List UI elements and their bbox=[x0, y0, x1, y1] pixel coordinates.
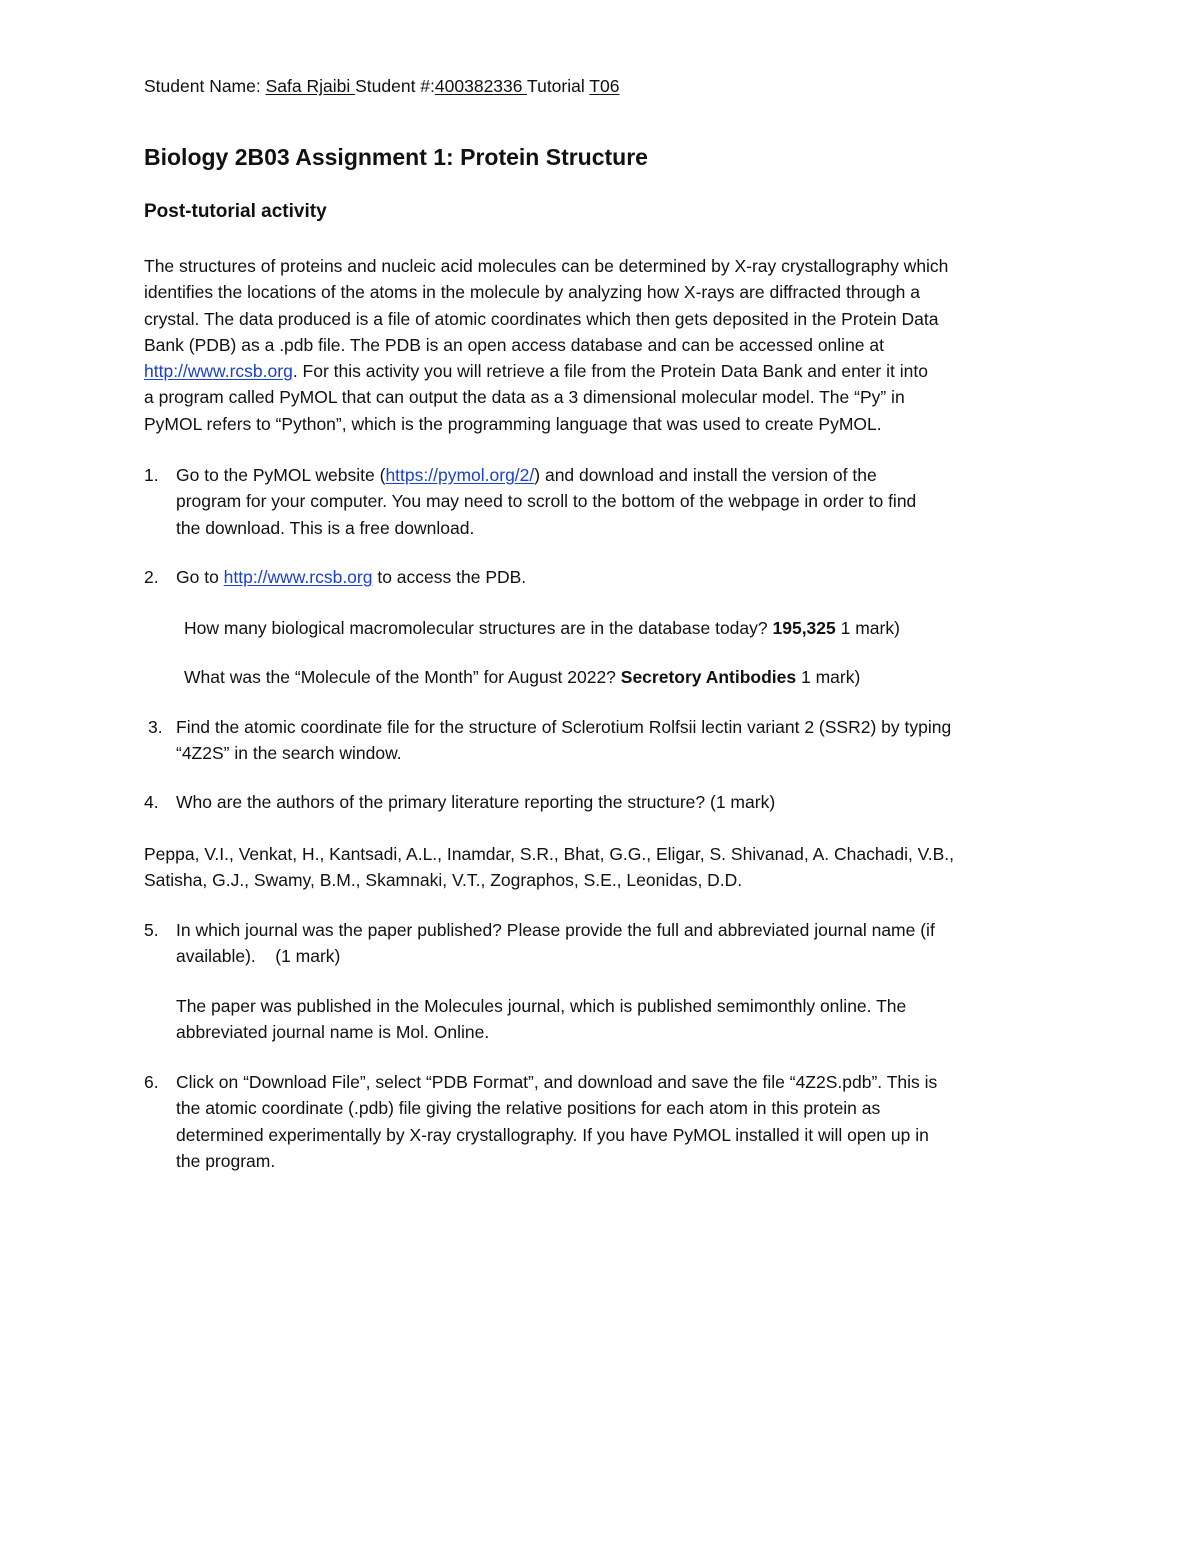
item-line: Find the atomic coordinate file for the structure of Sclerotium Rolfsii lectin variant 2 (SSR2) by typing bbox=[176, 717, 952, 737]
item-text: Go to bbox=[176, 567, 224, 587]
list-number: 5. bbox=[144, 920, 159, 940]
item-line bbox=[176, 462, 916, 488]
intro-line: The structures of proteins and nucleic acid molecules can be determined by X-ray crystallography which bbox=[144, 256, 949, 276]
tutorial-label: Tutorial bbox=[527, 76, 590, 96]
question-text: How many biological macromolecular structures are in the database today? bbox=[184, 618, 773, 638]
student-info-line bbox=[144, 73, 619, 99]
mark-text: 1 mark) bbox=[796, 667, 861, 687]
answer-value: Secretory Antibodies bbox=[620, 667, 797, 687]
answer-line: Peppa, V.I., Venkat, H., Kantsadi, A.L., Inamdar, S.R., Bhat, G.G., Eligar, S. Shivanad, A. Chachadi, V.B., bbox=[144, 844, 955, 864]
item-line: the atomic coordinate (.pdb) file giving the relative positions for each atom in this protein as bbox=[176, 1098, 881, 1119]
pymol-link[interactable]: https://pymol.org/2/ bbox=[385, 465, 535, 485]
question-structures-count bbox=[184, 615, 900, 641]
intro-line: PyMOL refers to “Python”, which is the programming language that was used to create PyMOL. bbox=[144, 413, 882, 434]
item-line: In which journal was the paper published? Please provide the full and abbreviated journal name (if bbox=[176, 920, 935, 940]
student-number-label: Student #: bbox=[355, 76, 435, 96]
list-number: 4. bbox=[144, 792, 159, 812]
list-number: 3. bbox=[148, 717, 163, 737]
rcsb-link[interactable]: http://www.rcsb.org bbox=[223, 567, 373, 587]
mark-text: 1 mark) bbox=[835, 618, 900, 638]
item-line: program for your computer. You may need to scroll to the bottom of the webpage in order to find bbox=[176, 491, 917, 512]
answer-value: 195,325 bbox=[772, 618, 836, 638]
item-line: “4Z2S” in the search window. bbox=[176, 743, 402, 764]
intro-line: crystal. The data produced is a file of atomic coordinates which then gets deposited in the Protein Data bbox=[144, 308, 939, 329]
item-line: the program. bbox=[176, 1150, 276, 1171]
intro-line: identifies the locations of the atoms in the molecule by analyzing how X-rays are diffracted through a bbox=[144, 282, 920, 303]
list-number: 6. bbox=[144, 1072, 159, 1092]
authors-answer bbox=[144, 841, 954, 894]
question-text: What was the “Molecule of the Month” for August 2022? bbox=[184, 667, 621, 687]
list-number: 2. bbox=[144, 567, 159, 587]
answer-line: Satisha, G.J., Swamy, B.M., Skamnaki, V.T., Zographos, S.E., Leonidas, D.D. bbox=[144, 870, 743, 891]
intro-line: Bank (PDB) as a .pdb file. The PDB is an open access database and can be accessed online at bbox=[144, 334, 884, 355]
rcsb-link[interactable]: http://www.rcsb.org bbox=[144, 361, 293, 382]
item-line: available). (1 mark) bbox=[176, 946, 341, 967]
answer-line: The paper was published in the Molecules journal, which is published semimonthly online. The bbox=[176, 996, 907, 1016]
student-number-value: 400382336 bbox=[434, 76, 528, 96]
intro-line: a program called PyMOL that can output the data as a 3 dimensional molecular model. The “Py” in bbox=[144, 387, 905, 408]
intro-line-text: . For this activity you will retrieve a file from the Protein Data Bank and enter it into bbox=[292, 361, 928, 382]
item-text: to access the PDB. bbox=[372, 567, 527, 587]
tutorial-value: T06 bbox=[589, 76, 620, 96]
item-line: Click on “Download File”, select “PDB Format”, and download and save the file “4Z2S.pdb”. This is bbox=[176, 1072, 938, 1092]
intro-paragraph bbox=[144, 253, 948, 437]
list-number: 1. bbox=[144, 465, 159, 485]
page-title: Biology 2B03 Assignment 1: Protein Structure bbox=[144, 144, 648, 170]
item-text: Go to the PyMOL website ( bbox=[176, 465, 386, 485]
item-line: the download. This is a free download. bbox=[176, 517, 475, 538]
item-line: Who are the authors of the primary literature reporting the structure? (1 mark) bbox=[176, 792, 776, 812]
student-name-label: Student Name: bbox=[144, 76, 266, 96]
question-molecule-of-month bbox=[184, 664, 860, 690]
intro-line bbox=[144, 358, 948, 384]
item-line: determined experimentally by X-ray crystallography. If you have PyMOL installed it will open up in bbox=[176, 1124, 929, 1145]
item-text: ) and download and install the version of the bbox=[534, 465, 877, 485]
student-name-value: Safa Rjaibi bbox=[265, 76, 356, 96]
answer-line: abbreviated journal name is Mol. Online. bbox=[176, 1022, 490, 1043]
section-heading: Post-tutorial activity bbox=[144, 201, 327, 222]
journal-answer bbox=[176, 993, 906, 1046]
